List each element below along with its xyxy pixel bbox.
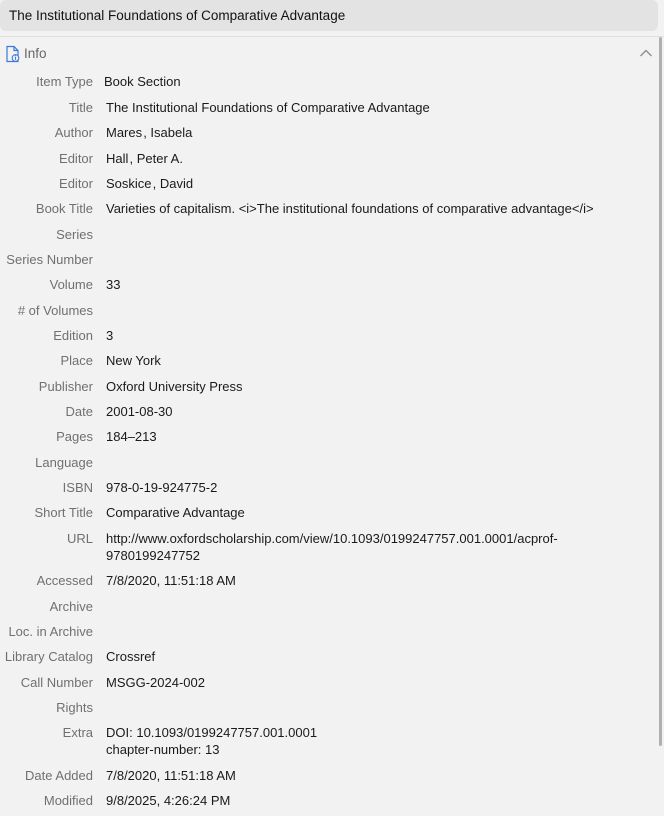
field-value[interactable]: 3 [106, 328, 114, 343]
field-label: Edition [53, 328, 93, 343]
field-label: Editor [59, 176, 93, 191]
field-label: Pages [56, 429, 93, 444]
field-label: Item Type [36, 74, 93, 89]
field-label: Archive [49, 599, 93, 614]
field-value[interactable]: http://www.oxfordscholarship.com/view/10.1093/0199247757.001.0001/acprof- 9780199247752 [106, 531, 558, 563]
field-label: Short Title [34, 505, 93, 520]
field-label: Loc. in Archive [8, 624, 93, 639]
field-label: Series Number [6, 252, 93, 267]
field-value[interactable]: MSGG-2024-002 [106, 675, 205, 690]
field-value[interactable]: Oxford University Press [106, 379, 243, 394]
field-label: Editor [59, 151, 93, 166]
field-label: Accessed [36, 573, 93, 588]
field-value[interactable]: Soskice , David [106, 176, 194, 191]
field-label: Modified [43, 793, 93, 808]
field-label: ISBN [62, 480, 93, 495]
field-label: Publisher [38, 379, 93, 394]
field-label: Author [54, 125, 93, 140]
field-label: Volume [49, 277, 93, 292]
field-label: Date Added [25, 768, 93, 783]
field-value[interactable]: Book Section [104, 74, 181, 89]
field-value[interactable]: Varieties of capitalism. <i>The institutional foundations of comparative advantage</i> [106, 201, 594, 216]
document-info-icon [5, 45, 21, 63]
field-value[interactable]: Comparative Advantage [106, 505, 245, 520]
field-label: Rights [56, 700, 93, 715]
field-value[interactable]: DOI: 10.1093/0199247757.001.0001 chapter-number: 13 [106, 725, 318, 757]
header-divider [0, 36, 664, 37]
field-label: # of Volumes [17, 303, 93, 318]
field-label: Language [35, 455, 93, 470]
field-value[interactable]: 9/8/2025, 4:26:24 PM [106, 793, 231, 808]
field-label: Book Title [35, 201, 93, 216]
field-label: URL [66, 531, 93, 546]
field-label: Series [56, 227, 93, 242]
scrollbar[interactable] [659, 37, 662, 746]
field-label: Extra [62, 725, 93, 740]
field-value[interactable]: Hall , Peter A. [106, 151, 183, 166]
field-value[interactable]: Mares , Isabela [106, 125, 193, 140]
field-value[interactable]: 33 [106, 277, 121, 292]
field-label: Date [65, 404, 93, 419]
field-label: Library Catalog [4, 649, 93, 664]
info-section-label: Info [24, 46, 47, 61]
field-value[interactable]: New York [106, 353, 161, 368]
chevron-up-icon[interactable] [639, 47, 653, 59]
field-value[interactable]: 7/8/2020, 11:51:18 AM [106, 573, 236, 588]
item-title-text: The Institutional Foundations of Comparative Advantage [9, 8, 346, 23]
field-value[interactable]: 978-0-19-924775-2 [106, 480, 218, 495]
field-value[interactable]: The Institutional Foundations of Comparative Advantage [106, 100, 430, 115]
field-label: Call Number [20, 675, 93, 690]
field-value[interactable]: Crossref [106, 649, 156, 664]
field-value[interactable]: 2001-08-30 [106, 404, 173, 419]
field-label: Place [60, 353, 93, 368]
info-section-header[interactable] [0, 42, 664, 66]
item-title-header[interactable] [0, 0, 658, 31]
field-value[interactable]: 7/8/2020, 11:51:18 AM [106, 768, 236, 783]
field-label: Title [68, 100, 93, 115]
field-value[interactable]: 184–213 [106, 429, 157, 444]
